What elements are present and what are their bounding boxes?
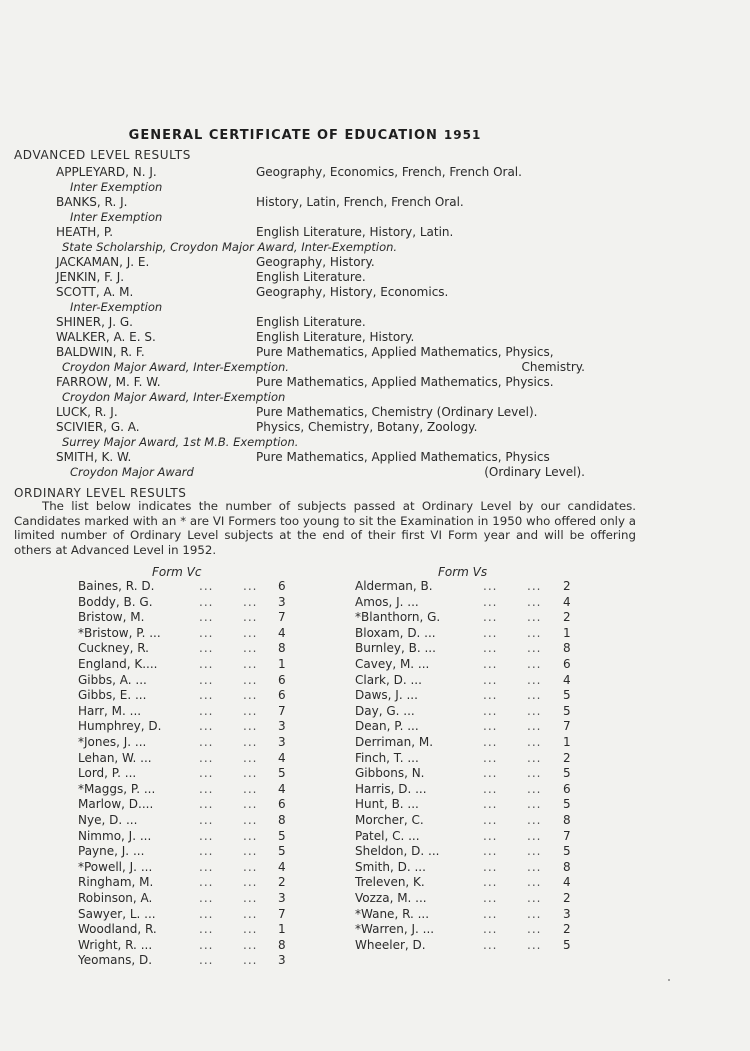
result-row: [355, 938, 577, 953]
pupil-name: Lord, P. ...: [78, 766, 137, 780]
candidate-award-note: Inter-Exemption: [70, 300, 163, 314]
leader-dots: ...: [243, 673, 258, 687]
leader-dots: ...: [527, 719, 542, 733]
form-vs-heading: Form Vs: [438, 565, 488, 579]
result-row: [78, 891, 292, 906]
leader-dots: ...: [527, 751, 542, 765]
candidate-name: APPLEYARD, N. J.: [56, 165, 157, 179]
result-row: [78, 626, 292, 641]
leader-dots: ...: [483, 891, 498, 905]
pupil-name: *Wane, R. ...: [355, 907, 430, 921]
leader-dots: ...: [199, 860, 214, 874]
leader-dots: ...: [527, 657, 542, 671]
subjects-passed-count: 6: [278, 797, 286, 811]
leader-dots: ...: [243, 610, 258, 624]
subjects-passed-count: 2: [563, 610, 571, 624]
leader-dots: ...: [199, 751, 214, 765]
pupil-name: Nye, D. ...: [78, 813, 138, 827]
candidate-subjects: Geography, Economics, French, French Oral.: [256, 165, 522, 179]
candidate-subjects: English Literature, History.: [256, 330, 415, 344]
subjects-passed-count: 4: [278, 751, 286, 765]
subjects-passed-count: 1: [278, 922, 286, 936]
leader-dots: ...: [527, 641, 542, 655]
candidate-subjects: Pure Mathematics, Applied Mathematics, Physics: [256, 450, 550, 464]
leader-dots: ...: [527, 782, 542, 796]
result-row: [78, 829, 292, 844]
subjects-passed-count: 5: [278, 844, 286, 858]
pupil-name: Bloxam, D. ...: [355, 626, 436, 640]
intro-text: The list below indicates the number of subjects passed at Ordinary Level by our candidates. Candidates marked with an * are VI Formers too young to sit the Examination in 1950 who offered only a limited number of Ordinary Level subjects at the end of their first VI Form year and will be offering others at Advanced Level in 1952.: [14, 499, 636, 557]
candidate-subjects: English Literature, History, Latin.: [256, 225, 454, 239]
leader-dots: ...: [483, 938, 498, 952]
pupil-name: Sawyer, L. ...: [78, 907, 156, 921]
result-row: [355, 844, 577, 859]
pupil-name: Derriman, M.: [355, 735, 434, 749]
result-row: [355, 657, 577, 672]
result-row: [355, 875, 577, 890]
pupil-name: Gibbs, E. ...: [78, 688, 147, 702]
subjects-passed-count: 3: [278, 953, 286, 967]
leader-dots: ...: [483, 813, 498, 827]
subjects-passed-count: 6: [563, 782, 571, 796]
result-row: [355, 735, 577, 750]
leader-dots: ...: [199, 829, 214, 843]
leader-dots: ...: [483, 829, 498, 843]
pupil-name: Harr, M. ...: [78, 704, 142, 718]
leader-dots: ...: [199, 673, 214, 687]
leader-dots: ...: [483, 797, 498, 811]
leader-dots: ...: [527, 626, 542, 640]
leader-dots: ...: [527, 797, 542, 811]
subjects-passed-count: 1: [563, 735, 571, 749]
pupil-name: Sheldon, D. ...: [355, 844, 440, 858]
result-row: [355, 719, 577, 734]
pupil-name: Vozza, M. ...: [355, 891, 427, 905]
leader-dots: ...: [243, 797, 258, 811]
leader-dots: ...: [199, 797, 214, 811]
leader-dots: ...: [483, 595, 498, 609]
pupil-name: Woodland, R.: [78, 922, 157, 936]
leader-dots: ...: [527, 844, 542, 858]
leader-dots: ...: [483, 860, 498, 874]
subjects-passed-count: 1: [563, 626, 571, 640]
result-row: [78, 641, 292, 656]
pupil-name: Wheeler, D.: [355, 938, 426, 952]
leader-dots: ...: [243, 922, 258, 936]
leader-dots: ...: [199, 907, 214, 921]
candidate-award-note: Inter Exemption: [70, 180, 163, 194]
pupil-name: *Warren, J. ...: [355, 922, 435, 936]
candidate-subjects: English Literature.: [256, 270, 366, 284]
subjects-passed-count: 5: [563, 766, 571, 780]
candidate-name: SCOTT, A. M.: [56, 285, 134, 299]
result-row: [355, 626, 577, 641]
leader-dots: ...: [483, 673, 498, 687]
subjects-passed-count: 5: [563, 938, 571, 952]
candidate-name: JACKAMAN, J. E.: [56, 255, 150, 269]
result-row: [78, 673, 292, 688]
pupil-name: England, K....: [78, 657, 158, 671]
subjects-passed-count: 6: [278, 673, 286, 687]
advanced-level-heading: ADVANCED LEVEL RESULTS: [14, 148, 191, 162]
pupil-name: Burnley, B. ...: [355, 641, 436, 655]
leader-dots: ...: [527, 579, 542, 593]
leader-dots: ...: [527, 704, 542, 718]
leader-dots: ...: [243, 688, 258, 702]
leader-dots: ...: [243, 704, 258, 718]
leader-dots: ...: [243, 766, 258, 780]
result-row: [355, 797, 577, 812]
pupil-name: Gibbs, A. ...: [78, 673, 147, 687]
leader-dots: ...: [199, 657, 214, 671]
candidate-name: LUCK, R. J.: [56, 405, 118, 419]
pupil-name: Payne, J. ...: [78, 844, 145, 858]
leader-dots: ...: [199, 782, 214, 796]
subjects-passed-count: 4: [563, 875, 571, 889]
leader-dots: ...: [199, 641, 214, 655]
ordinary-intro-paragraph: [14, 499, 636, 557]
leader-dots: ...: [483, 579, 498, 593]
subjects-passed-count: 4: [563, 595, 571, 609]
candidate-subjects: Pure Mathematics, Applied Mathematics, Physics.: [256, 375, 554, 389]
candidate-award-note: Croydon Major Award: [70, 465, 194, 479]
result-row: [78, 735, 292, 750]
pupil-name: Lehan, W. ...: [78, 751, 152, 765]
leader-dots: ...: [483, 735, 498, 749]
pupil-name: Clark, D. ...: [355, 673, 422, 687]
candidate-award-note: State Scholarship, Croydon Major Award, Inter-Exemption.: [62, 240, 398, 254]
leader-dots: ...: [527, 829, 542, 843]
result-row: [355, 782, 577, 797]
pupil-name: Harris, D. ...: [355, 782, 427, 796]
subjects-passed-count: 5: [278, 766, 286, 780]
leader-dots: ...: [483, 688, 498, 702]
subjects-passed-count: 7: [563, 719, 571, 733]
subjects-passed-count: 7: [278, 610, 286, 624]
leader-dots: ...: [243, 641, 258, 655]
subjects-continuation: Chemistry.: [521, 360, 585, 374]
leader-dots: ...: [483, 907, 498, 921]
candidate-name: SMITH, K. W.: [56, 450, 132, 464]
leader-dots: ...: [527, 938, 542, 952]
leader-dots: ...: [527, 610, 542, 624]
subjects-passed-count: 3: [563, 907, 571, 921]
leader-dots: ...: [527, 875, 542, 889]
leader-dots: ...: [243, 657, 258, 671]
candidate-name: WALKER, A. E. S.: [56, 330, 156, 344]
leader-dots: ...: [243, 719, 258, 733]
leader-dots: ...: [199, 922, 214, 936]
leader-dots: ...: [527, 688, 542, 702]
leader-dots: ...: [483, 922, 498, 936]
leader-dots: ...: [243, 829, 258, 843]
subjects-passed-count: 8: [563, 641, 571, 655]
result-row: [78, 688, 292, 703]
leader-dots: ...: [243, 891, 258, 905]
result-row: [78, 922, 292, 937]
leader-dots: ...: [243, 860, 258, 874]
leader-dots: ...: [483, 704, 498, 718]
subjects-passed-count: 5: [563, 844, 571, 858]
result-row: [355, 860, 577, 875]
pupil-name: Daws, J. ...: [355, 688, 418, 702]
candidate-name: SHINER, J. G.: [56, 315, 133, 329]
candidate-subjects: Geography, History.: [256, 255, 375, 269]
leader-dots: ...: [199, 579, 214, 593]
pupil-name: Dean, P. ...: [355, 719, 419, 733]
pupil-name: *Bristow, P. ...: [78, 626, 161, 640]
subjects-passed-count: 5: [278, 829, 286, 843]
candidate-award-note: Croydon Major Award, Inter-Exemption: [62, 390, 286, 404]
pupil-name: Treleven, K.: [355, 875, 425, 889]
pupil-name: Finch, T. ...: [355, 751, 419, 765]
pupil-name: Morcher, C.: [355, 813, 424, 827]
result-row: [355, 579, 577, 594]
result-row: [355, 751, 577, 766]
subjects-passed-count: 5: [563, 797, 571, 811]
candidate-subjects: Pure Mathematics, Applied Mathematics, Physics,: [256, 345, 554, 359]
leader-dots: ...: [199, 610, 214, 624]
pupil-name: Wright, R. ...: [78, 938, 153, 952]
result-row: [355, 641, 577, 656]
leader-dots: ...: [483, 657, 498, 671]
leader-dots: ...: [527, 673, 542, 687]
result-row: [355, 813, 577, 828]
pupil-name: Gibbons, N.: [355, 766, 425, 780]
result-row: [78, 766, 292, 781]
leader-dots: ...: [483, 844, 498, 858]
pupil-name: Patel, C. ...: [355, 829, 420, 843]
pupil-name: Yeomans, D.: [78, 953, 153, 967]
leader-dots: ...: [483, 875, 498, 889]
subjects-passed-count: 1: [278, 657, 286, 671]
subjects-passed-count: 3: [278, 719, 286, 733]
candidate-name: BALDWIN, R. F.: [56, 345, 145, 359]
pupil-name: Bristow, M.: [78, 610, 145, 624]
result-row: [78, 657, 292, 672]
leader-dots: ...: [199, 719, 214, 733]
candidate-subjects: History, Latin, French, French Oral.: [256, 195, 464, 209]
leader-dots: ...: [243, 579, 258, 593]
pupil-name: *Blanthorn, G.: [355, 610, 441, 624]
result-row: [78, 860, 292, 875]
result-row: [355, 704, 577, 719]
result-row: [78, 907, 292, 922]
result-row: [78, 751, 292, 766]
candidate-name: SCIVIER, G. A.: [56, 420, 140, 434]
leader-dots: ...: [199, 626, 214, 640]
candidate-name: BANKS, R. J.: [56, 195, 128, 209]
subjects-continuation: (Ordinary Level).: [484, 465, 585, 479]
leader-dots: ...: [483, 766, 498, 780]
leader-dots: ...: [199, 875, 214, 889]
leader-dots: ...: [199, 953, 214, 967]
candidate-award-note: Croydon Major Award, Inter-Exemption.: [62, 360, 289, 374]
leader-dots: ...: [243, 844, 258, 858]
pupil-name: Humphrey, D.: [78, 719, 162, 733]
subjects-passed-count: 7: [278, 704, 286, 718]
pupil-name: Nimmo, J. ...: [78, 829, 152, 843]
leader-dots: ...: [199, 766, 214, 780]
candidate-name: JENKIN, F. J.: [56, 270, 125, 284]
subjects-passed-count: 5: [563, 704, 571, 718]
leader-dots: ...: [527, 595, 542, 609]
result-row: [78, 953, 292, 968]
subjects-passed-count: 2: [563, 891, 571, 905]
leader-dots: ...: [483, 610, 498, 624]
subjects-passed-count: 8: [563, 813, 571, 827]
subjects-passed-count: 2: [563, 922, 571, 936]
leader-dots: ...: [527, 813, 542, 827]
result-row: [78, 938, 292, 953]
result-row: [355, 766, 577, 781]
result-row: [355, 829, 577, 844]
subjects-passed-count: 6: [278, 579, 286, 593]
pupil-name: Marlow, D....: [78, 797, 154, 811]
result-row: [355, 688, 577, 703]
candidate-name: FARROW, M. F. W.: [56, 375, 161, 389]
subjects-passed-count: 2: [563, 751, 571, 765]
subjects-passed-count: 8: [278, 938, 286, 952]
result-row: [78, 579, 292, 594]
subjects-passed-count: 7: [278, 907, 286, 921]
subjects-passed-count: 8: [278, 641, 286, 655]
result-row: [78, 595, 292, 610]
leader-dots: ...: [199, 688, 214, 702]
candidate-award-note: Inter Exemption: [70, 210, 163, 224]
leader-dots: ...: [483, 719, 498, 733]
leader-dots: ...: [243, 595, 258, 609]
result-row: [78, 797, 292, 812]
leader-dots: ...: [527, 766, 542, 780]
ordinary-level-heading: ORDINARY LEVEL RESULTS: [14, 486, 187, 500]
title-text: GENERAL CERTIFICATE OF EDUCATION: [128, 128, 438, 143]
subjects-passed-count: 4: [278, 860, 286, 874]
leader-dots: ...: [483, 626, 498, 640]
result-row: [355, 595, 577, 610]
leader-dots: ...: [243, 782, 258, 796]
pupil-name: Ringham, M.: [78, 875, 154, 889]
result-row: [78, 782, 292, 797]
subjects-passed-count: 4: [563, 673, 571, 687]
leader-dots: ...: [199, 704, 214, 718]
candidate-subjects: Pure Mathematics, Chemistry (Ordinary Level).: [256, 405, 538, 419]
result-row: [355, 922, 577, 937]
pupil-name: Boddy, B. G.: [78, 595, 153, 609]
document-title: [0, 128, 610, 143]
subjects-passed-count: 3: [278, 735, 286, 749]
subjects-passed-count: 8: [278, 813, 286, 827]
subjects-passed-count: 3: [278, 891, 286, 905]
leader-dots: ...: [527, 735, 542, 749]
result-row: [78, 813, 292, 828]
leader-dots: ...: [199, 891, 214, 905]
pupil-name: Hunt, B. ...: [355, 797, 419, 811]
leader-dots: ...: [527, 907, 542, 921]
candidate-subjects: English Literature.: [256, 315, 366, 329]
leader-dots: ...: [527, 891, 542, 905]
leader-dots: ...: [527, 922, 542, 936]
leader-dots: ...: [199, 844, 214, 858]
subjects-passed-count: 6: [563, 657, 571, 671]
form-vc-heading: Form Vc: [152, 565, 202, 579]
title-year: 1951: [443, 128, 482, 142]
paper-speck: [668, 979, 670, 981]
subjects-passed-count: 2: [278, 875, 286, 889]
pupil-name: Smith, D. ...: [355, 860, 426, 874]
subjects-passed-count: 3: [278, 595, 286, 609]
leader-dots: ...: [199, 813, 214, 827]
leader-dots: ...: [243, 907, 258, 921]
result-row: [78, 844, 292, 859]
leader-dots: ...: [243, 875, 258, 889]
leader-dots: ...: [243, 813, 258, 827]
leader-dots: ...: [483, 782, 498, 796]
result-row: [355, 610, 577, 625]
leader-dots: ...: [483, 751, 498, 765]
pupil-name: Cuckney, R.: [78, 641, 149, 655]
subjects-passed-count: 4: [278, 626, 286, 640]
leader-dots: ...: [199, 938, 214, 952]
pupil-name: Robinson, A.: [78, 891, 153, 905]
subjects-passed-count: 8: [563, 860, 571, 874]
subjects-passed-count: 5: [563, 688, 571, 702]
pupil-name: *Jones, J. ...: [78, 735, 147, 749]
pupil-name: Baines, R. D.: [78, 579, 155, 593]
result-row: [78, 875, 292, 890]
pupil-name: Amos, J. ...: [355, 595, 419, 609]
pupil-name: Cavey, M. ...: [355, 657, 430, 671]
pupil-name: Day, G. ...: [355, 704, 415, 718]
result-row: [78, 719, 292, 734]
pupil-name: *Powell, J. ...: [78, 860, 153, 874]
subjects-passed-count: 4: [278, 782, 286, 796]
leader-dots: ...: [199, 735, 214, 749]
leader-dots: ...: [483, 641, 498, 655]
result-row: [78, 610, 292, 625]
candidate-subjects: Physics, Chemistry, Botany, Zoology.: [256, 420, 478, 434]
leader-dots: ...: [243, 751, 258, 765]
candidate-subjects: Geography, History, Economics.: [256, 285, 449, 299]
leader-dots: ...: [243, 953, 258, 967]
subjects-passed-count: 2: [563, 579, 571, 593]
leader-dots: ...: [243, 938, 258, 952]
leader-dots: ...: [243, 735, 258, 749]
subjects-passed-count: 6: [278, 688, 286, 702]
result-row: [355, 891, 577, 906]
candidate-name: HEATH, P.: [56, 225, 114, 239]
candidate-award-note: Surrey Major Award, 1st M.B. Exemption.: [62, 435, 299, 449]
leader-dots: ...: [199, 595, 214, 609]
pupil-name: *Maggs, P. ...: [78, 782, 156, 796]
leader-dots: ...: [243, 626, 258, 640]
result-row: [355, 907, 577, 922]
pupil-name: Alderman, B.: [355, 579, 433, 593]
leader-dots: ...: [527, 860, 542, 874]
result-row: [355, 673, 577, 688]
subjects-passed-count: 7: [563, 829, 571, 843]
result-row: [78, 704, 292, 719]
